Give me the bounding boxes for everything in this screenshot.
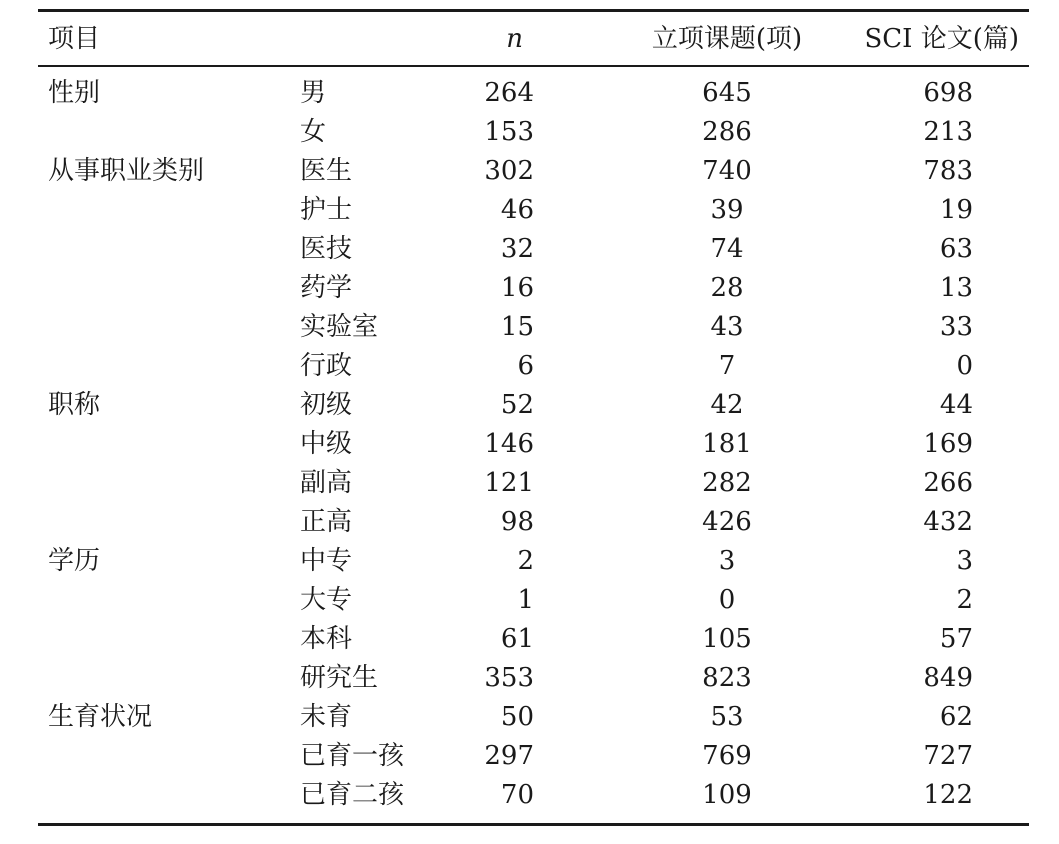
row-projects-value: 3 <box>718 546 736 576</box>
row-sci-value: 266 <box>923 468 973 498</box>
row-n-value: 6 <box>517 351 534 381</box>
row-subgroup-label: 初级 <box>300 390 353 420</box>
row-n-value: 15 <box>500 312 534 342</box>
row-sci-value: 44 <box>939 390 973 420</box>
row-group-label: 性别 <box>48 78 101 108</box>
row-group-label: 职称 <box>48 390 101 420</box>
row-subgroup-label: 实验室 <box>300 312 379 342</box>
row-projects-value: 105 <box>702 624 752 654</box>
row-projects-value: 53 <box>710 702 744 732</box>
row-subgroup-label: 护士 <box>300 195 353 225</box>
row-subgroup-label: 已育一孩 <box>300 741 405 771</box>
row-projects-value: 286 <box>702 117 752 147</box>
row-projects-value: 740 <box>702 156 752 186</box>
header-item: 项目 <box>48 24 101 54</box>
row-sci-value: 3 <box>956 546 973 576</box>
row-n-value: 52 <box>500 390 534 420</box>
row-n-value: 32 <box>500 234 534 264</box>
row-sci-value: 33 <box>939 312 973 342</box>
row-subgroup-label: 未育 <box>300 702 353 732</box>
row-sci-value: 63 <box>939 234 973 264</box>
row-subgroup-label: 医技 <box>300 234 353 264</box>
row-n-value: 50 <box>500 702 534 732</box>
row-projects-value: 0 <box>718 585 736 615</box>
row-sci-value: 727 <box>923 741 973 771</box>
row-projects-value: 823 <box>702 663 752 693</box>
row-subgroup-label: 女 <box>300 117 327 147</box>
row-subgroup-label: 行政 <box>300 351 353 381</box>
row-subgroup-label: 大专 <box>300 585 353 615</box>
row-subgroup-label: 副高 <box>300 468 353 498</box>
row-projects-value: 109 <box>702 780 752 810</box>
row-sci-value: 849 <box>923 663 973 693</box>
row-subgroup-label: 已育二孩 <box>300 780 405 810</box>
row-sci-value: 783 <box>923 156 973 186</box>
row-projects-value: 426 <box>702 507 752 537</box>
row-n-value: 264 <box>484 78 534 108</box>
row-projects-value: 7 <box>718 351 736 381</box>
row-projects-value: 42 <box>710 390 744 420</box>
row-sci-value: 122 <box>923 780 973 810</box>
row-sci-value: 57 <box>939 624 973 654</box>
row-subgroup-label: 男 <box>300 78 327 108</box>
row-n-value: 2 <box>517 546 534 576</box>
row-subgroup-label: 医生 <box>300 156 353 186</box>
header-projects: 立项课题(项) <box>651 24 803 54</box>
row-sci-value: 698 <box>923 78 973 108</box>
row-n-value: 46 <box>500 195 534 225</box>
row-n-value: 1 <box>517 585 534 615</box>
row-group-label: 生育状况 <box>48 702 153 732</box>
row-sci-value: 2 <box>956 585 973 615</box>
row-projects-value: 645 <box>702 78 752 108</box>
row-subgroup-label: 研究生 <box>300 663 379 693</box>
data-table <box>38 9 1029 828</box>
row-projects-value: 282 <box>702 468 752 498</box>
row-group-label: 学历 <box>48 546 101 576</box>
row-subgroup-label: 中专 <box>300 546 353 576</box>
row-n-value: 61 <box>500 624 534 654</box>
row-sci-value: 62 <box>939 702 973 732</box>
row-n-value: 16 <box>500 273 534 303</box>
row-n-value: 121 <box>484 468 534 498</box>
row-sci-value: 0 <box>956 351 973 381</box>
row-group-label: 从事职业类别 <box>48 156 205 186</box>
row-projects-value: 769 <box>702 741 752 771</box>
row-projects-value: 74 <box>710 234 744 264</box>
row-projects-value: 28 <box>710 273 744 303</box>
row-sci-value: 19 <box>939 195 973 225</box>
row-projects-value: 39 <box>710 195 744 225</box>
row-subgroup-label: 本科 <box>300 624 353 654</box>
table-top-rule <box>38 9 1029 12</box>
row-subgroup-label: 中级 <box>300 429 353 459</box>
table-bottom-rule <box>38 823 1029 826</box>
row-n-value: 297 <box>484 741 534 771</box>
row-subgroup-label: 药学 <box>300 273 353 303</box>
row-n-value: 146 <box>484 429 534 459</box>
row-sci-value: 213 <box>923 117 973 147</box>
row-sci-value: 13 <box>939 273 973 303</box>
row-projects-value: 43 <box>710 312 744 342</box>
header-sci: SCI 论文(篇) <box>864 24 1019 54</box>
row-n-value: 153 <box>484 117 534 147</box>
header-n: n <box>506 24 523 54</box>
row-projects-value: 181 <box>702 429 752 459</box>
row-n-value: 353 <box>484 663 534 693</box>
row-sci-value: 169 <box>923 429 973 459</box>
row-sci-value: 432 <box>923 507 973 537</box>
row-n-value: 70 <box>500 780 534 810</box>
row-n-value: 302 <box>484 156 534 186</box>
row-n-value: 98 <box>500 507 534 537</box>
table-header-rule <box>38 65 1029 67</box>
row-subgroup-label: 正高 <box>300 507 353 537</box>
